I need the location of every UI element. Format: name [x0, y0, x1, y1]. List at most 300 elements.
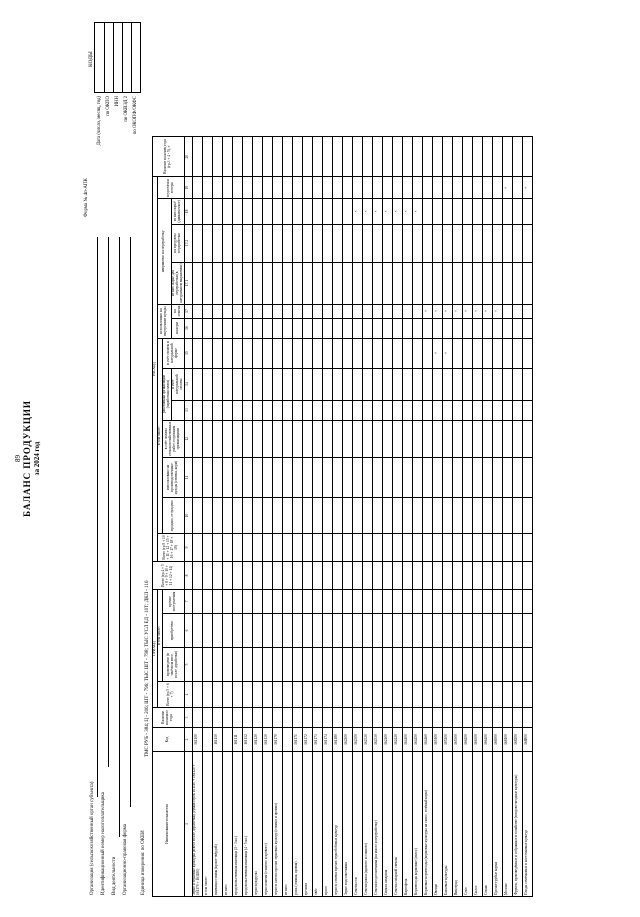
value-cell[interactable]: [512, 420, 522, 457]
value-cell[interactable]: [512, 534, 522, 562]
value-cell[interactable]: [192, 614, 202, 648]
value-cell[interactable]: [382, 648, 392, 682]
value-cell[interactable]: [382, 562, 392, 590]
value-cell[interactable]: [342, 224, 352, 262]
value-cell[interactable]: [382, 458, 392, 498]
value-cell[interactable]: [202, 420, 212, 457]
value-cell[interactable]: [202, 458, 212, 498]
value-cell[interactable]: [382, 338, 392, 368]
value-cell[interactable]: [502, 420, 512, 457]
value-cell[interactable]: [322, 224, 332, 262]
value-cell[interactable]: [322, 338, 332, 368]
value-cell[interactable]: [462, 682, 472, 708]
value-cell[interactable]: [372, 614, 382, 648]
value-cell[interactable]: [402, 137, 412, 177]
value-cell[interactable]: [452, 648, 462, 682]
value-cell[interactable]: [242, 304, 252, 318]
value-cell[interactable]: [232, 177, 242, 199]
value-cell[interactable]: [252, 304, 262, 318]
value-cell[interactable]: [252, 534, 262, 562]
value-cell[interactable]: [342, 137, 352, 177]
value-cell[interactable]: [232, 590, 242, 614]
value-cell[interactable]: [232, 458, 242, 498]
value-cell[interactable]: [242, 224, 252, 262]
value-cell[interactable]: [262, 262, 272, 304]
value-cell[interactable]: [432, 458, 442, 498]
value-cell[interactable]: [492, 708, 502, 728]
value-cell[interactable]: [232, 614, 242, 648]
value-cell[interactable]: [302, 137, 312, 177]
value-cell[interactable]: [312, 590, 322, 614]
value-cell[interactable]: [342, 177, 352, 199]
value-cell[interactable]: [312, 304, 322, 318]
value-cell[interactable]: [272, 304, 282, 318]
value-cell[interactable]: [472, 648, 482, 682]
value-cell[interactable]: [312, 177, 322, 199]
value-cell[interactable]: [192, 534, 202, 562]
value-cell[interactable]: [382, 614, 392, 648]
value-cell[interactable]: [262, 648, 272, 682]
value-cell[interactable]: [232, 318, 242, 338]
value-cell[interactable]: [482, 708, 492, 728]
value-cell[interactable]: [522, 400, 532, 420]
value-cell[interactable]: [362, 458, 372, 498]
value-cell[interactable]: [312, 199, 322, 224]
value-cell[interactable]: [522, 648, 532, 682]
value-cell[interactable]: [402, 708, 412, 728]
value-cell[interactable]: [512, 614, 522, 648]
value-cell[interactable]: [502, 262, 512, 304]
value-cell[interactable]: [432, 648, 442, 682]
value-cell[interactable]: [232, 708, 242, 728]
value-cell[interactable]: [272, 614, 282, 648]
meta-activity-line[interactable]: [119, 237, 120, 837]
value-cell[interactable]: [202, 614, 212, 648]
value-cell[interactable]: [302, 614, 312, 648]
value-cell[interactable]: [512, 338, 522, 368]
value-cell[interactable]: [412, 590, 422, 614]
value-cell[interactable]: [502, 318, 512, 338]
value-cell[interactable]: [282, 338, 292, 368]
value-cell[interactable]: [202, 224, 212, 262]
value-cell[interactable]: [192, 318, 202, 338]
value-cell[interactable]: [442, 708, 452, 728]
value-cell[interactable]: [502, 368, 512, 400]
value-cell[interactable]: [482, 614, 492, 648]
value-cell[interactable]: [292, 590, 302, 614]
value-cell[interactable]: [452, 177, 462, 199]
value-cell[interactable]: [392, 614, 402, 648]
value-cell[interactable]: [402, 458, 412, 498]
value-cell[interactable]: [522, 420, 532, 457]
value-cell[interactable]: [352, 318, 362, 338]
value-cell[interactable]: [292, 498, 302, 534]
value-cell[interactable]: [492, 224, 502, 262]
value-cell[interactable]: [392, 338, 402, 368]
value-cell[interactable]: [212, 199, 222, 224]
value-cell[interactable]: [482, 534, 492, 562]
value-cell[interactable]: [512, 682, 522, 708]
value-cell[interactable]: [352, 177, 362, 199]
value-cell[interactable]: [252, 420, 262, 457]
value-cell[interactable]: [342, 338, 352, 368]
value-cell[interactable]: [422, 368, 432, 400]
value-cell[interactable]: [522, 318, 532, 338]
value-cell[interactable]: [312, 458, 322, 498]
value-cell[interactable]: [332, 262, 342, 304]
value-cell[interactable]: [252, 224, 262, 262]
value-cell[interactable]: [372, 137, 382, 177]
value-cell[interactable]: [522, 338, 532, 368]
value-cell[interactable]: [392, 368, 402, 400]
value-cell[interactable]: [282, 420, 292, 457]
value-cell[interactable]: [282, 199, 292, 224]
value-cell[interactable]: [332, 648, 342, 682]
value-cell[interactable]: [392, 318, 402, 338]
value-cell[interactable]: [482, 458, 492, 498]
value-cell[interactable]: [472, 338, 482, 368]
value-cell[interactable]: [432, 177, 442, 199]
value-cell[interactable]: [332, 137, 342, 177]
value-cell[interactable]: [252, 458, 262, 498]
value-cell[interactable]: [432, 199, 442, 224]
value-cell[interactable]: [282, 400, 292, 420]
value-cell[interactable]: [392, 262, 402, 304]
value-cell[interactable]: [392, 562, 402, 590]
value-cell[interactable]: [372, 262, 382, 304]
value-cell[interactable]: [442, 368, 452, 400]
value-cell[interactable]: [372, 224, 382, 262]
value-cell[interactable]: [232, 420, 242, 457]
value-cell[interactable]: [462, 368, 472, 400]
value-cell[interactable]: [252, 708, 262, 728]
value-cell[interactable]: [442, 458, 452, 498]
value-cell[interactable]: [322, 137, 332, 177]
value-cell[interactable]: [372, 498, 382, 534]
value-cell[interactable]: [472, 400, 482, 420]
value-cell[interactable]: [502, 682, 512, 708]
value-cell[interactable]: [262, 368, 272, 400]
value-cell[interactable]: [422, 648, 432, 682]
value-cell[interactable]: [332, 338, 342, 368]
value-cell[interactable]: [462, 177, 472, 199]
value-cell[interactable]: [412, 262, 422, 304]
value-cell[interactable]: [262, 708, 272, 728]
value-cell[interactable]: [272, 400, 282, 420]
value-cell[interactable]: [472, 420, 482, 457]
value-cell[interactable]: [272, 177, 282, 199]
value-cell[interactable]: [352, 498, 362, 534]
value-cell[interactable]: [412, 304, 422, 318]
value-cell[interactable]: [322, 590, 332, 614]
value-cell[interactable]: [242, 199, 252, 224]
value-cell[interactable]: [242, 368, 252, 400]
value-cell[interactable]: [332, 400, 342, 420]
value-cell[interactable]: [422, 318, 432, 338]
value-cell[interactable]: [262, 534, 272, 562]
value-cell[interactable]: [312, 338, 322, 368]
value-cell[interactable]: [402, 562, 412, 590]
value-cell[interactable]: [342, 648, 352, 682]
value-cell[interactable]: [202, 534, 212, 562]
value-cell[interactable]: [292, 708, 302, 728]
value-cell[interactable]: [522, 304, 532, 318]
value-cell[interactable]: [282, 262, 292, 304]
value-cell[interactable]: [212, 177, 222, 199]
value-cell[interactable]: [272, 318, 282, 338]
value-cell[interactable]: [362, 262, 372, 304]
value-cell[interactable]: [222, 368, 232, 400]
value-cell[interactable]: [412, 708, 422, 728]
value-cell[interactable]: [192, 224, 202, 262]
value-cell[interactable]: [442, 262, 452, 304]
value-cell[interactable]: [352, 137, 362, 177]
value-cell[interactable]: [502, 590, 512, 614]
value-cell[interactable]: [262, 682, 272, 708]
value-cell[interactable]: [272, 368, 282, 400]
value-cell[interactable]: [202, 562, 212, 590]
value-cell[interactable]: [462, 318, 472, 338]
value-cell[interactable]: [502, 224, 512, 262]
value-cell[interactable]: [422, 420, 432, 457]
value-cell[interactable]: [432, 708, 442, 728]
value-cell[interactable]: [222, 648, 232, 682]
value-cell[interactable]: [462, 338, 472, 368]
value-cell[interactable]: [402, 318, 412, 338]
value-cell[interactable]: [302, 338, 312, 368]
value-cell[interactable]: [292, 199, 302, 224]
value-cell[interactable]: [462, 708, 472, 728]
value-cell[interactable]: [342, 562, 352, 590]
value-cell[interactable]: [432, 590, 442, 614]
value-cell[interactable]: [282, 562, 292, 590]
value-cell[interactable]: [212, 420, 222, 457]
value-cell[interactable]: [512, 400, 522, 420]
value-cell[interactable]: [392, 224, 402, 262]
value-cell[interactable]: [282, 137, 292, 177]
value-cell[interactable]: [392, 648, 402, 682]
value-cell[interactable]: [482, 137, 492, 177]
value-cell[interactable]: [272, 199, 282, 224]
value-cell[interactable]: [242, 534, 252, 562]
value-cell[interactable]: [502, 534, 512, 562]
value-cell[interactable]: [422, 498, 432, 534]
value-cell[interactable]: [472, 708, 482, 728]
value-cell[interactable]: [482, 682, 492, 708]
value-cell[interactable]: [402, 648, 412, 682]
value-cell[interactable]: [472, 498, 482, 534]
value-cell[interactable]: [312, 708, 322, 728]
value-cell[interactable]: [292, 400, 302, 420]
value-cell[interactable]: [382, 262, 392, 304]
value-cell[interactable]: [242, 338, 252, 368]
value-cell[interactable]: [212, 534, 222, 562]
value-cell[interactable]: [362, 614, 372, 648]
value-cell[interactable]: [432, 614, 442, 648]
value-cell[interactable]: [462, 562, 472, 590]
value-cell[interactable]: [252, 498, 262, 534]
value-cell[interactable]: [492, 682, 502, 708]
value-cell[interactable]: [402, 177, 412, 199]
value-cell[interactable]: [322, 400, 332, 420]
value-cell[interactable]: [522, 262, 532, 304]
value-cell[interactable]: [442, 137, 452, 177]
value-cell[interactable]: [332, 224, 342, 262]
value-cell[interactable]: [352, 400, 362, 420]
value-cell[interactable]: [322, 498, 332, 534]
value-cell[interactable]: [202, 400, 212, 420]
value-cell[interactable]: [472, 534, 482, 562]
value-cell[interactable]: [392, 420, 402, 457]
value-cell[interactable]: [452, 534, 462, 562]
value-cell[interactable]: [372, 304, 382, 318]
value-cell[interactable]: [382, 590, 392, 614]
value-cell[interactable]: [452, 318, 462, 338]
value-cell[interactable]: [302, 318, 312, 338]
value-cell[interactable]: [522, 458, 532, 498]
value-cell[interactable]: [312, 420, 322, 457]
value-cell[interactable]: [362, 682, 372, 708]
value-cell[interactable]: [302, 224, 312, 262]
value-cell[interactable]: [252, 400, 262, 420]
value-cell[interactable]: [272, 534, 282, 562]
value-cell[interactable]: [482, 590, 492, 614]
value-cell[interactable]: [302, 534, 312, 562]
value-cell[interactable]: [352, 262, 362, 304]
value-cell[interactable]: [392, 682, 402, 708]
value-cell[interactable]: [242, 458, 252, 498]
value-cell[interactable]: [372, 400, 382, 420]
value-cell[interactable]: [522, 590, 532, 614]
value-cell[interactable]: [422, 137, 432, 177]
value-cell[interactable]: [462, 648, 472, 682]
value-cell[interactable]: [392, 498, 402, 534]
value-cell[interactable]: [222, 498, 232, 534]
value-cell[interactable]: [452, 458, 462, 498]
value-cell[interactable]: [262, 338, 272, 368]
value-cell[interactable]: [292, 458, 302, 498]
value-cell[interactable]: [392, 177, 402, 199]
value-cell[interactable]: [442, 498, 452, 534]
value-cell[interactable]: [212, 614, 222, 648]
value-cell[interactable]: [302, 590, 312, 614]
value-cell[interactable]: [322, 262, 332, 304]
value-cell[interactable]: [312, 562, 322, 590]
value-cell[interactable]: [412, 682, 422, 708]
value-cell[interactable]: [222, 177, 232, 199]
value-cell[interactable]: [402, 498, 412, 534]
value-cell[interactable]: [372, 318, 382, 338]
value-cell[interactable]: [252, 262, 262, 304]
value-cell[interactable]: [352, 458, 362, 498]
value-cell[interactable]: [472, 199, 482, 224]
value-cell[interactable]: [442, 177, 452, 199]
value-cell[interactable]: [282, 708, 292, 728]
value-cell[interactable]: [402, 590, 412, 614]
value-cell[interactable]: [412, 338, 422, 368]
value-cell[interactable]: [252, 590, 262, 614]
value-cell[interactable]: [222, 614, 232, 648]
value-cell[interactable]: [252, 177, 262, 199]
value-cell[interactable]: [292, 420, 302, 457]
value-cell[interactable]: [502, 400, 512, 420]
value-cell[interactable]: [462, 590, 472, 614]
value-cell[interactable]: [422, 400, 432, 420]
value-cell[interactable]: [512, 304, 522, 318]
value-cell[interactable]: [192, 498, 202, 534]
value-cell[interactable]: [222, 534, 232, 562]
value-cell[interactable]: [382, 304, 392, 318]
value-cell[interactable]: [512, 590, 522, 614]
value-cell[interactable]: [242, 590, 252, 614]
value-cell[interactable]: [262, 590, 272, 614]
value-cell[interactable]: [452, 400, 462, 420]
value-cell[interactable]: [472, 318, 482, 338]
value-cell[interactable]: [262, 614, 272, 648]
value-cell[interactable]: [442, 318, 452, 338]
value-cell[interactable]: [482, 199, 492, 224]
value-cell[interactable]: [342, 199, 352, 224]
value-cell[interactable]: [322, 420, 332, 457]
value-cell[interactable]: [212, 682, 222, 708]
value-cell[interactable]: [232, 534, 242, 562]
value-cell[interactable]: [492, 562, 502, 590]
value-cell[interactable]: [482, 648, 492, 682]
value-cell[interactable]: [512, 368, 522, 400]
value-cell[interactable]: [362, 177, 372, 199]
value-cell[interactable]: [212, 400, 222, 420]
value-cell[interactable]: [262, 199, 272, 224]
value-cell[interactable]: [232, 562, 242, 590]
value-cell[interactable]: [412, 420, 422, 457]
value-cell[interactable]: [522, 614, 532, 648]
value-cell[interactable]: [452, 562, 462, 590]
value-cell[interactable]: [512, 458, 522, 498]
value-cell[interactable]: [312, 224, 322, 262]
value-cell[interactable]: [432, 498, 442, 534]
value-cell[interactable]: [192, 199, 202, 224]
value-cell[interactable]: [422, 682, 432, 708]
value-cell[interactable]: [432, 400, 442, 420]
value-cell[interactable]: [242, 498, 252, 534]
value-cell[interactable]: [412, 648, 422, 682]
value-cell[interactable]: [362, 368, 372, 400]
value-cell[interactable]: [352, 420, 362, 457]
value-cell[interactable]: [232, 400, 242, 420]
value-cell[interactable]: [302, 648, 312, 682]
value-cell[interactable]: [382, 498, 392, 534]
value-cell[interactable]: [252, 614, 262, 648]
value-cell[interactable]: [372, 590, 382, 614]
value-cell[interactable]: [432, 137, 442, 177]
value-cell[interactable]: [442, 648, 452, 682]
value-cell[interactable]: [342, 304, 352, 318]
value-cell[interactable]: [192, 708, 202, 728]
value-cell[interactable]: [442, 534, 452, 562]
value-cell[interactable]: [282, 318, 292, 338]
value-cell[interactable]: [222, 682, 232, 708]
value-cell[interactable]: [212, 137, 222, 177]
value-cell[interactable]: [312, 648, 322, 682]
value-cell[interactable]: [512, 262, 522, 304]
value-cell[interactable]: [202, 498, 212, 534]
value-cell[interactable]: [342, 262, 352, 304]
value-cell[interactable]: [222, 318, 232, 338]
value-cell[interactable]: [272, 498, 282, 534]
value-cell[interactable]: [422, 177, 432, 199]
value-cell[interactable]: [242, 177, 252, 199]
value-cell[interactable]: [332, 534, 342, 562]
